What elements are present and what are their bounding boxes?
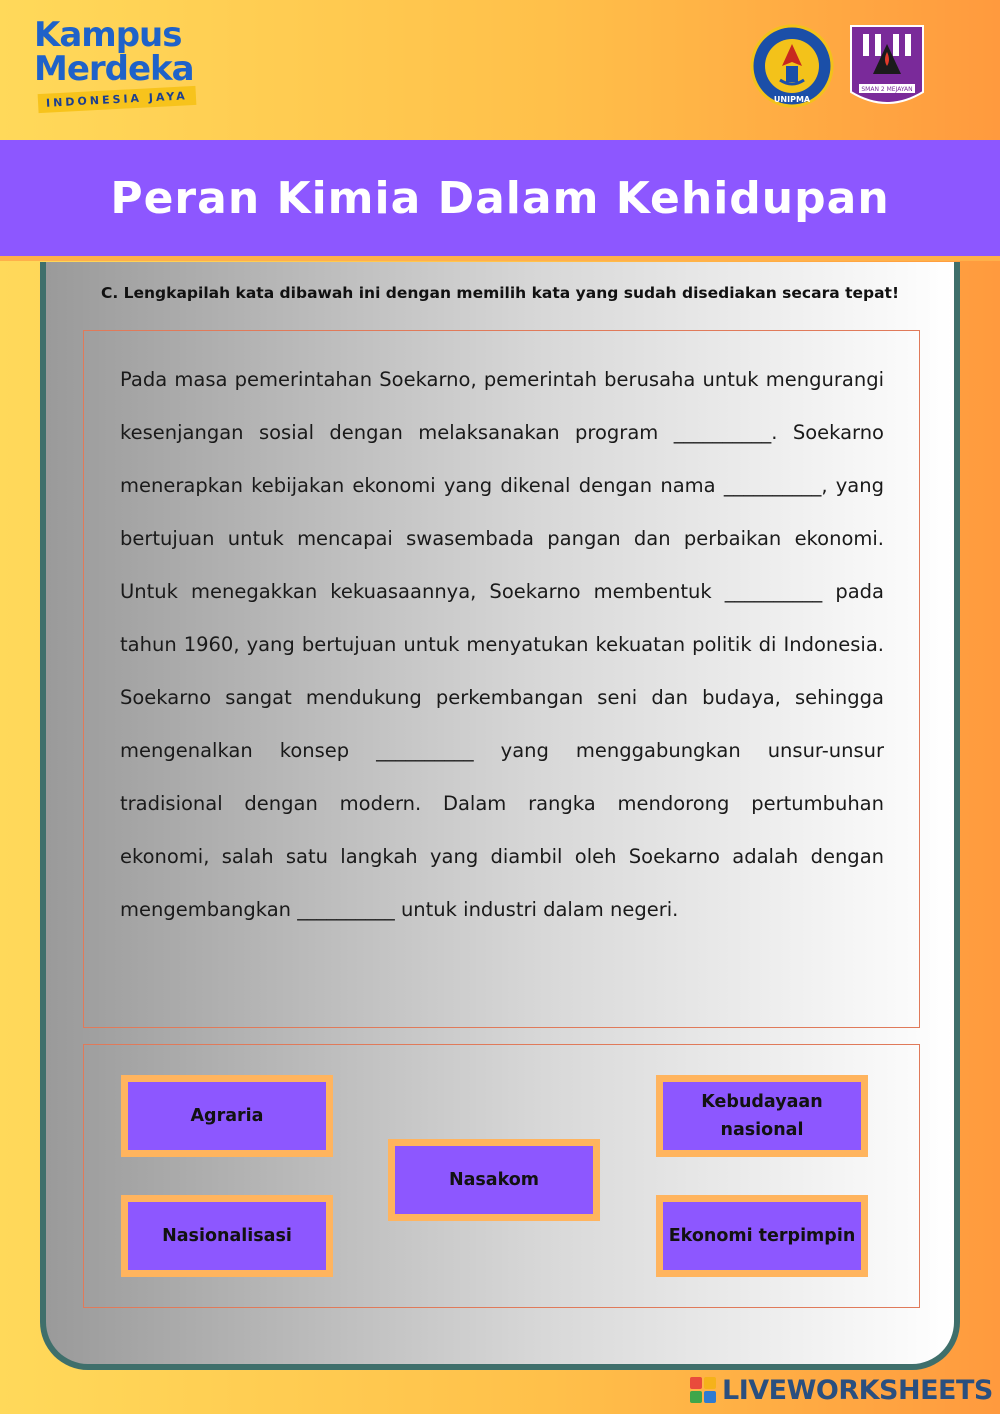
option-nasakom[interactable]: Nasakom: [388, 1139, 600, 1221]
logo-line1: Kampus: [34, 15, 182, 55]
worksheet-card: [40, 262, 960, 1370]
unipma-seal-icon: [750, 22, 834, 110]
unipma-caption: UNIPMA: [773, 95, 811, 104]
option-ekonomi-terpimpin[interactable]: Ekonomi terpimpin: [656, 1195, 868, 1277]
answer-options-box: [83, 1044, 920, 1308]
passage-box: [83, 330, 920, 1028]
liveworksheets-squares-icon: [690, 1377, 716, 1403]
instruction-text: C. Lengkapilah kata dibawah ini dengan memilih kata yang sudah disediakan secara tepat!: [100, 284, 900, 302]
option-nasionalisasi[interactable]: Nasionalisasi: [121, 1195, 333, 1277]
logo-line2: Merdeka: [34, 49, 194, 89]
kampus-merdeka-logo: [30, 15, 220, 118]
page-title: Peran Kimia Dalam Kehidupan: [110, 172, 890, 224]
sman-seal-icon: [845, 22, 929, 110]
logo-tagline: INDONESIA JAYA: [38, 86, 197, 113]
option-kebudayaan-nasional[interactable]: Kebudayaan nasional: [656, 1075, 868, 1157]
liveworksheets-logo: [690, 1374, 993, 1406]
title-band: [0, 140, 1000, 261]
liveworksheets-brand: LIVEWORKSHEETS: [722, 1374, 993, 1406]
fill-in-passage: Pada masa pemerintahan Soekarno, pemerintah berusaha untuk mengurangi kesenjangan sosial dengan melaksanakan program __________. Soekarno menerapkan kebijakan ekonomi yang dikenal dengan nama __________, yang bertujuan untuk mencapai swasembada pangan dan perbaikan ekonomi. Untuk menegakkan kekuasaannya, Soekarno membentuk __________ pada tahun 1960, yang bertujuan untuk menyatukan kekuatan politik di Indonesia. Soekarno sangat mendukung perkembangan seni dan budaya, sehingga mengenalkan konsep __________ yang menggabungkan unsur-unsur tradisional dengan modern. Dalam rangka mendorong pertumbuhan ekonomi, salah satu langkah yang diambil oleh Soekarno adalah dengan mengembangkan __________ untuk industri dalam negeri.: [120, 368, 884, 921]
option-agraria[interactable]: Agraria: [121, 1075, 333, 1157]
sman-caption: SMAN 2 MEJAYAN: [861, 86, 913, 93]
